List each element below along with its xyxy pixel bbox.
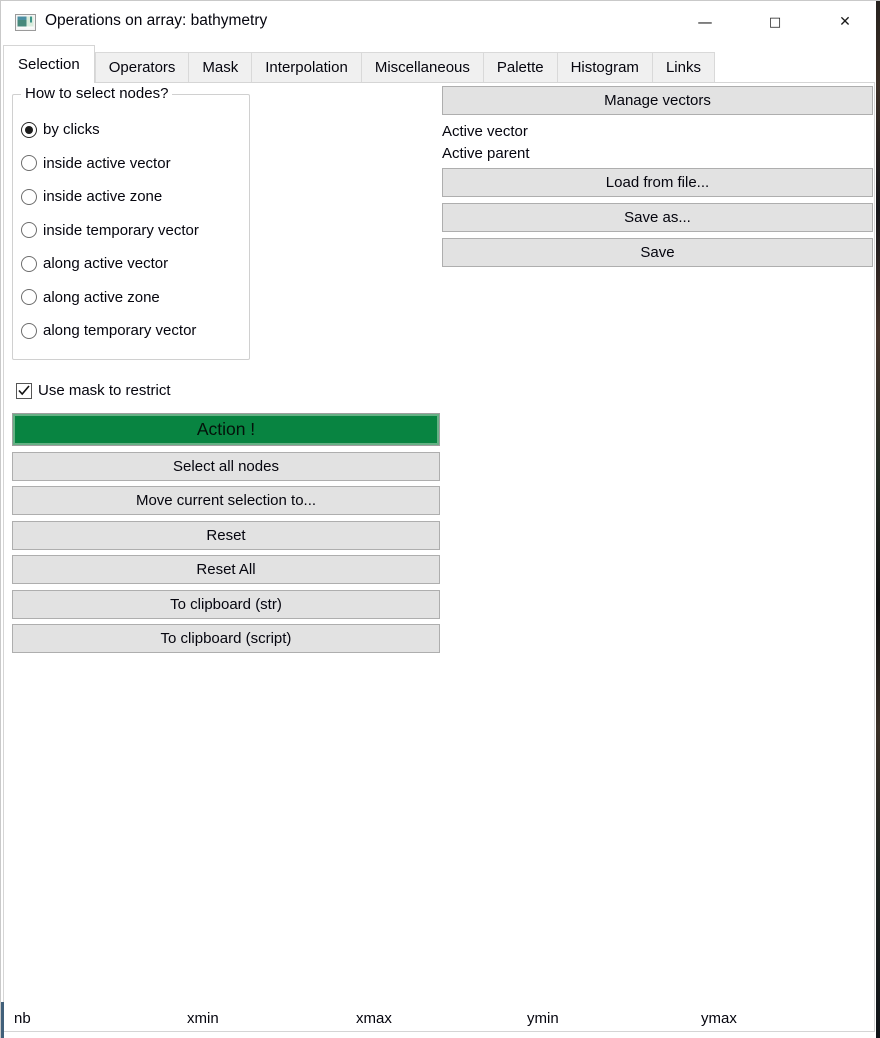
status-xmax-label: xmax (356, 1010, 392, 1027)
reset-all-button[interactable]: Reset All (12, 555, 440, 584)
status-ymax-label: ymax (701, 1010, 737, 1027)
tab-interpolation[interactable]: Interpolation (252, 52, 362, 83)
status-bar (4, 1005, 874, 1029)
radio-along-active-vector[interactable]: along active vector (21, 255, 245, 272)
chart-thumbnail-icon (15, 12, 36, 33)
tab-palette[interactable]: Palette (484, 52, 558, 83)
radio-icon (21, 289, 37, 305)
status-xmin-label: xmin (187, 1010, 219, 1027)
window-title: Operations on array: bathymetry (45, 12, 268, 29)
radio-list (21, 121, 245, 356)
close-button[interactable]: ✕ (839, 14, 851, 30)
tab-links[interactable]: Links (653, 52, 715, 83)
background-window-sliver (1, 1002, 4, 1038)
manage-vectors-button[interactable]: Manage vectors (442, 86, 873, 115)
radio-inside-temporary-vector[interactable]: inside temporary vector (21, 222, 245, 239)
radio-inside-active-zone[interactable]: inside active zone (21, 188, 245, 205)
active-parent-label: Active parent (442, 144, 530, 162)
selection-actions (12, 413, 440, 659)
groupbox-title: How to select nodes? (21, 85, 172, 102)
checkmark-icon (18, 385, 30, 396)
radio-inside-active-vector[interactable]: inside active vector (21, 155, 245, 172)
radio-icon (21, 323, 37, 339)
radio-by-clicks[interactable]: by clicks (21, 121, 245, 138)
active-vector-label: Active vector (442, 122, 528, 140)
radio-along-temporary-vector[interactable]: along temporary vector (21, 322, 245, 339)
radio-icon (21, 222, 37, 238)
selection-tab-panel (3, 82, 875, 1032)
save-button[interactable]: Save (442, 238, 873, 267)
use-mask-checkbox[interactable]: Use mask to restrict (16, 382, 171, 399)
to-clipboard-str-button[interactable]: To clipboard (str) (12, 590, 440, 619)
status-ymin-label: ymin (527, 1010, 559, 1027)
action-button[interactable]: Action ! (12, 413, 440, 446)
tab-mask[interactable]: Mask (189, 52, 252, 83)
move-current-selection-button[interactable]: Move current selection to... (12, 486, 440, 515)
radio-icon (21, 189, 37, 205)
select-nodes-groupbox (12, 85, 250, 360)
tab-bar (3, 45, 872, 83)
save-as-button[interactable]: Save as... (442, 203, 873, 232)
to-clipboard-script-button[interactable]: To clipboard (script) (12, 624, 440, 653)
radio-icon (21, 155, 37, 171)
minimize-button[interactable]: — (697, 13, 713, 31)
background-window-sliver (876, 1, 880, 1038)
radio-icon (21, 122, 37, 138)
tab-miscellaneous[interactable]: Miscellaneous (362, 52, 484, 83)
title-bar (1, 1, 880, 45)
tab-histogram[interactable]: Histogram (558, 52, 653, 83)
load-from-file-button[interactable]: Load from file... (442, 168, 873, 197)
select-all-nodes-button[interactable]: Select all nodes (12, 452, 440, 481)
maximize-button[interactable]: □ (768, 14, 782, 30)
radio-along-active-zone[interactable]: along active zone (21, 289, 245, 306)
tab-operators[interactable]: Operators (95, 52, 190, 83)
tab-selection[interactable]: Selection (3, 45, 95, 83)
reset-button[interactable]: Reset (12, 521, 440, 550)
checkbox-icon (16, 383, 32, 399)
radio-icon (21, 256, 37, 272)
status-nb-label: nb (14, 1010, 31, 1027)
vector-panel (442, 86, 873, 267)
